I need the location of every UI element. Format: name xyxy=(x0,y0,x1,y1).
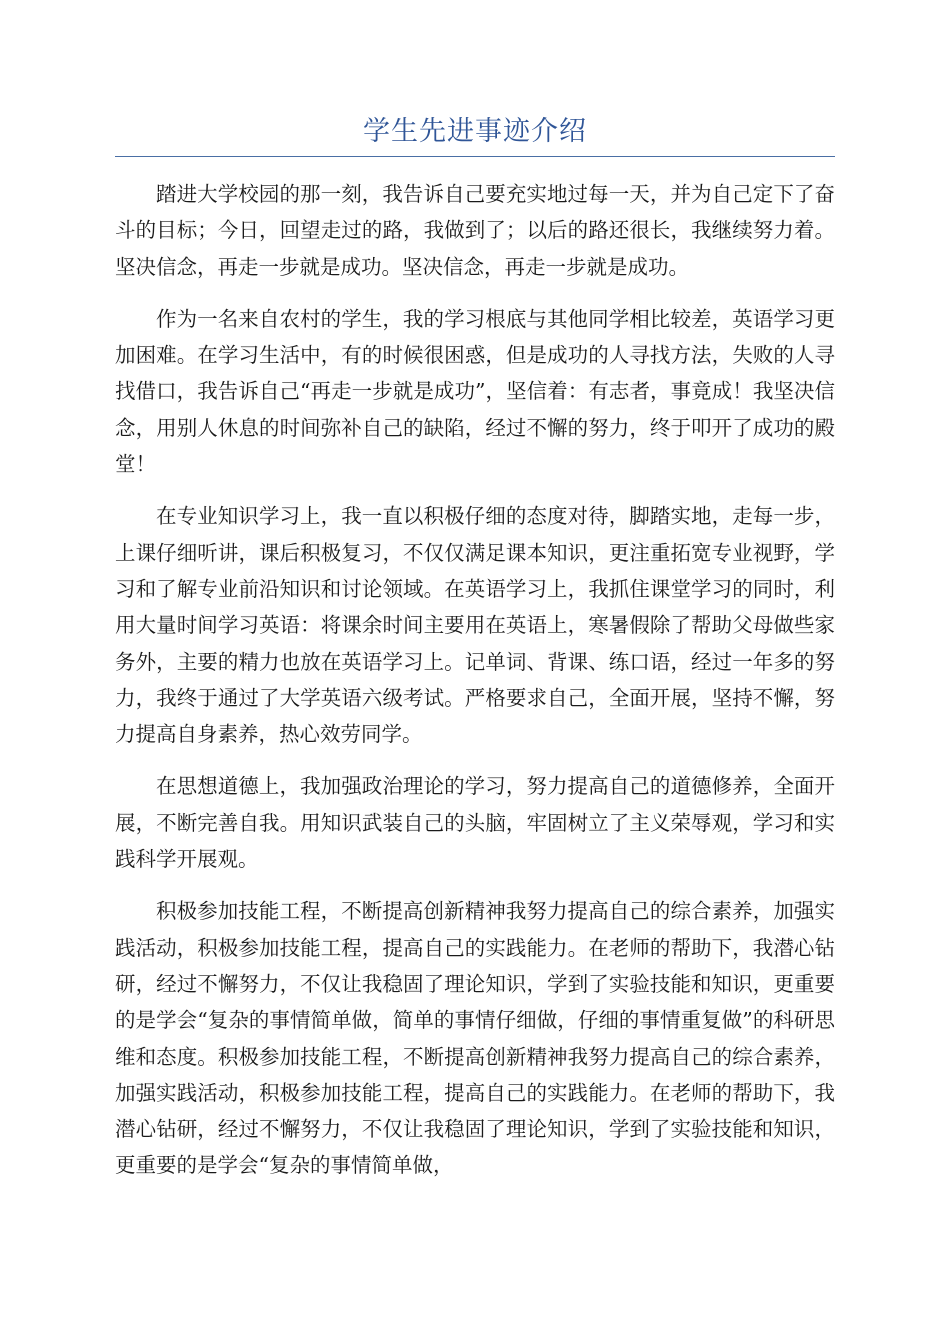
paragraph-2: 作为一名来自农村的学生，我的学习根底与其他同学相比较差，英语学习更加困难。在学习生活中，有的时候很困惑，但是成功的人寻找方法，失败的人寻找借口，我告诉自己“再走一步就是成功”，坚信着：有志者，事竟成！我坚决信念，用别人休息的时间弥补自己的缺陷，经过不懈的努力，终于叩开了成功的殿堂！ xyxy=(115,306,835,477)
document-body xyxy=(115,176,835,1200)
title-block xyxy=(115,112,835,157)
paragraph-4: 在思想道德上，我加强政治理论的学习，努力提高自己的道德修养，全面开展，不断完善自我。用知识武装自己的头脑，牢固树立了主义荣辱观，学习和实践科学开展观。 xyxy=(115,774,835,872)
paragraph-1: 踏进大学校园的那一刻，我告诉自己要充实地过每一天，并为自己定下了奋斗的目标；今日，回望走过的路，我做到了；以后的路还很长，我继续努力着。坚决信念，再走一步就是成功。坚决信念，再走一步就是成功。 xyxy=(115,182,835,279)
paragraph-5: 积极参加技能工程，不断提高创新精神我努力提高自己的综合素养，加强实践活动，积极参加技能工程，提高自己的实践能力。在老师的帮助下，我潜心钻研，经过不懈努力，不仅让我稳固了理论知识，学到了实验技能和知识，更重要的是学会“复杂的事情简单做，简单的事情仔细做，仔细的事情重复做”的科研思维和态度。积极参加技能工程，不断提高创新精神我努力提高自己的综合素养，加强实践活动，积极参加技能工程，提高自己的实践能力。在老师的帮助下，我潜心钻研，经过不懈努力，不仅让我稳固了理论知识，学到了实验技能和知识，更重要的是学会“复杂的事情简单做， xyxy=(115,899,835,1178)
paragraph-3: 在专业知识学习上，我一直以积极仔细的态度对待，脚踏实地，走每一步，上课仔细听讲，课后积极复习，不仅仅满足课本知识，更注重拓宽专业视野，学习和了解专业前沿知识和讨论领域。在英语学习上，我抓住课堂学习的同时，利用大量时间学习英语：将课余时间主要用在英语上，寒暑假除了帮助父母做些家务外，主要的精力也放在英语学习上。记单词、背课、练口语，经过一年多的努力，我终于通过了大学英语六级考试。严格要求自己，全面开展，坚持不懈，努力提高自身素养，热心效劳同学。 xyxy=(115,504,835,747)
document-title: 学生先进事迹介绍 xyxy=(363,116,587,147)
